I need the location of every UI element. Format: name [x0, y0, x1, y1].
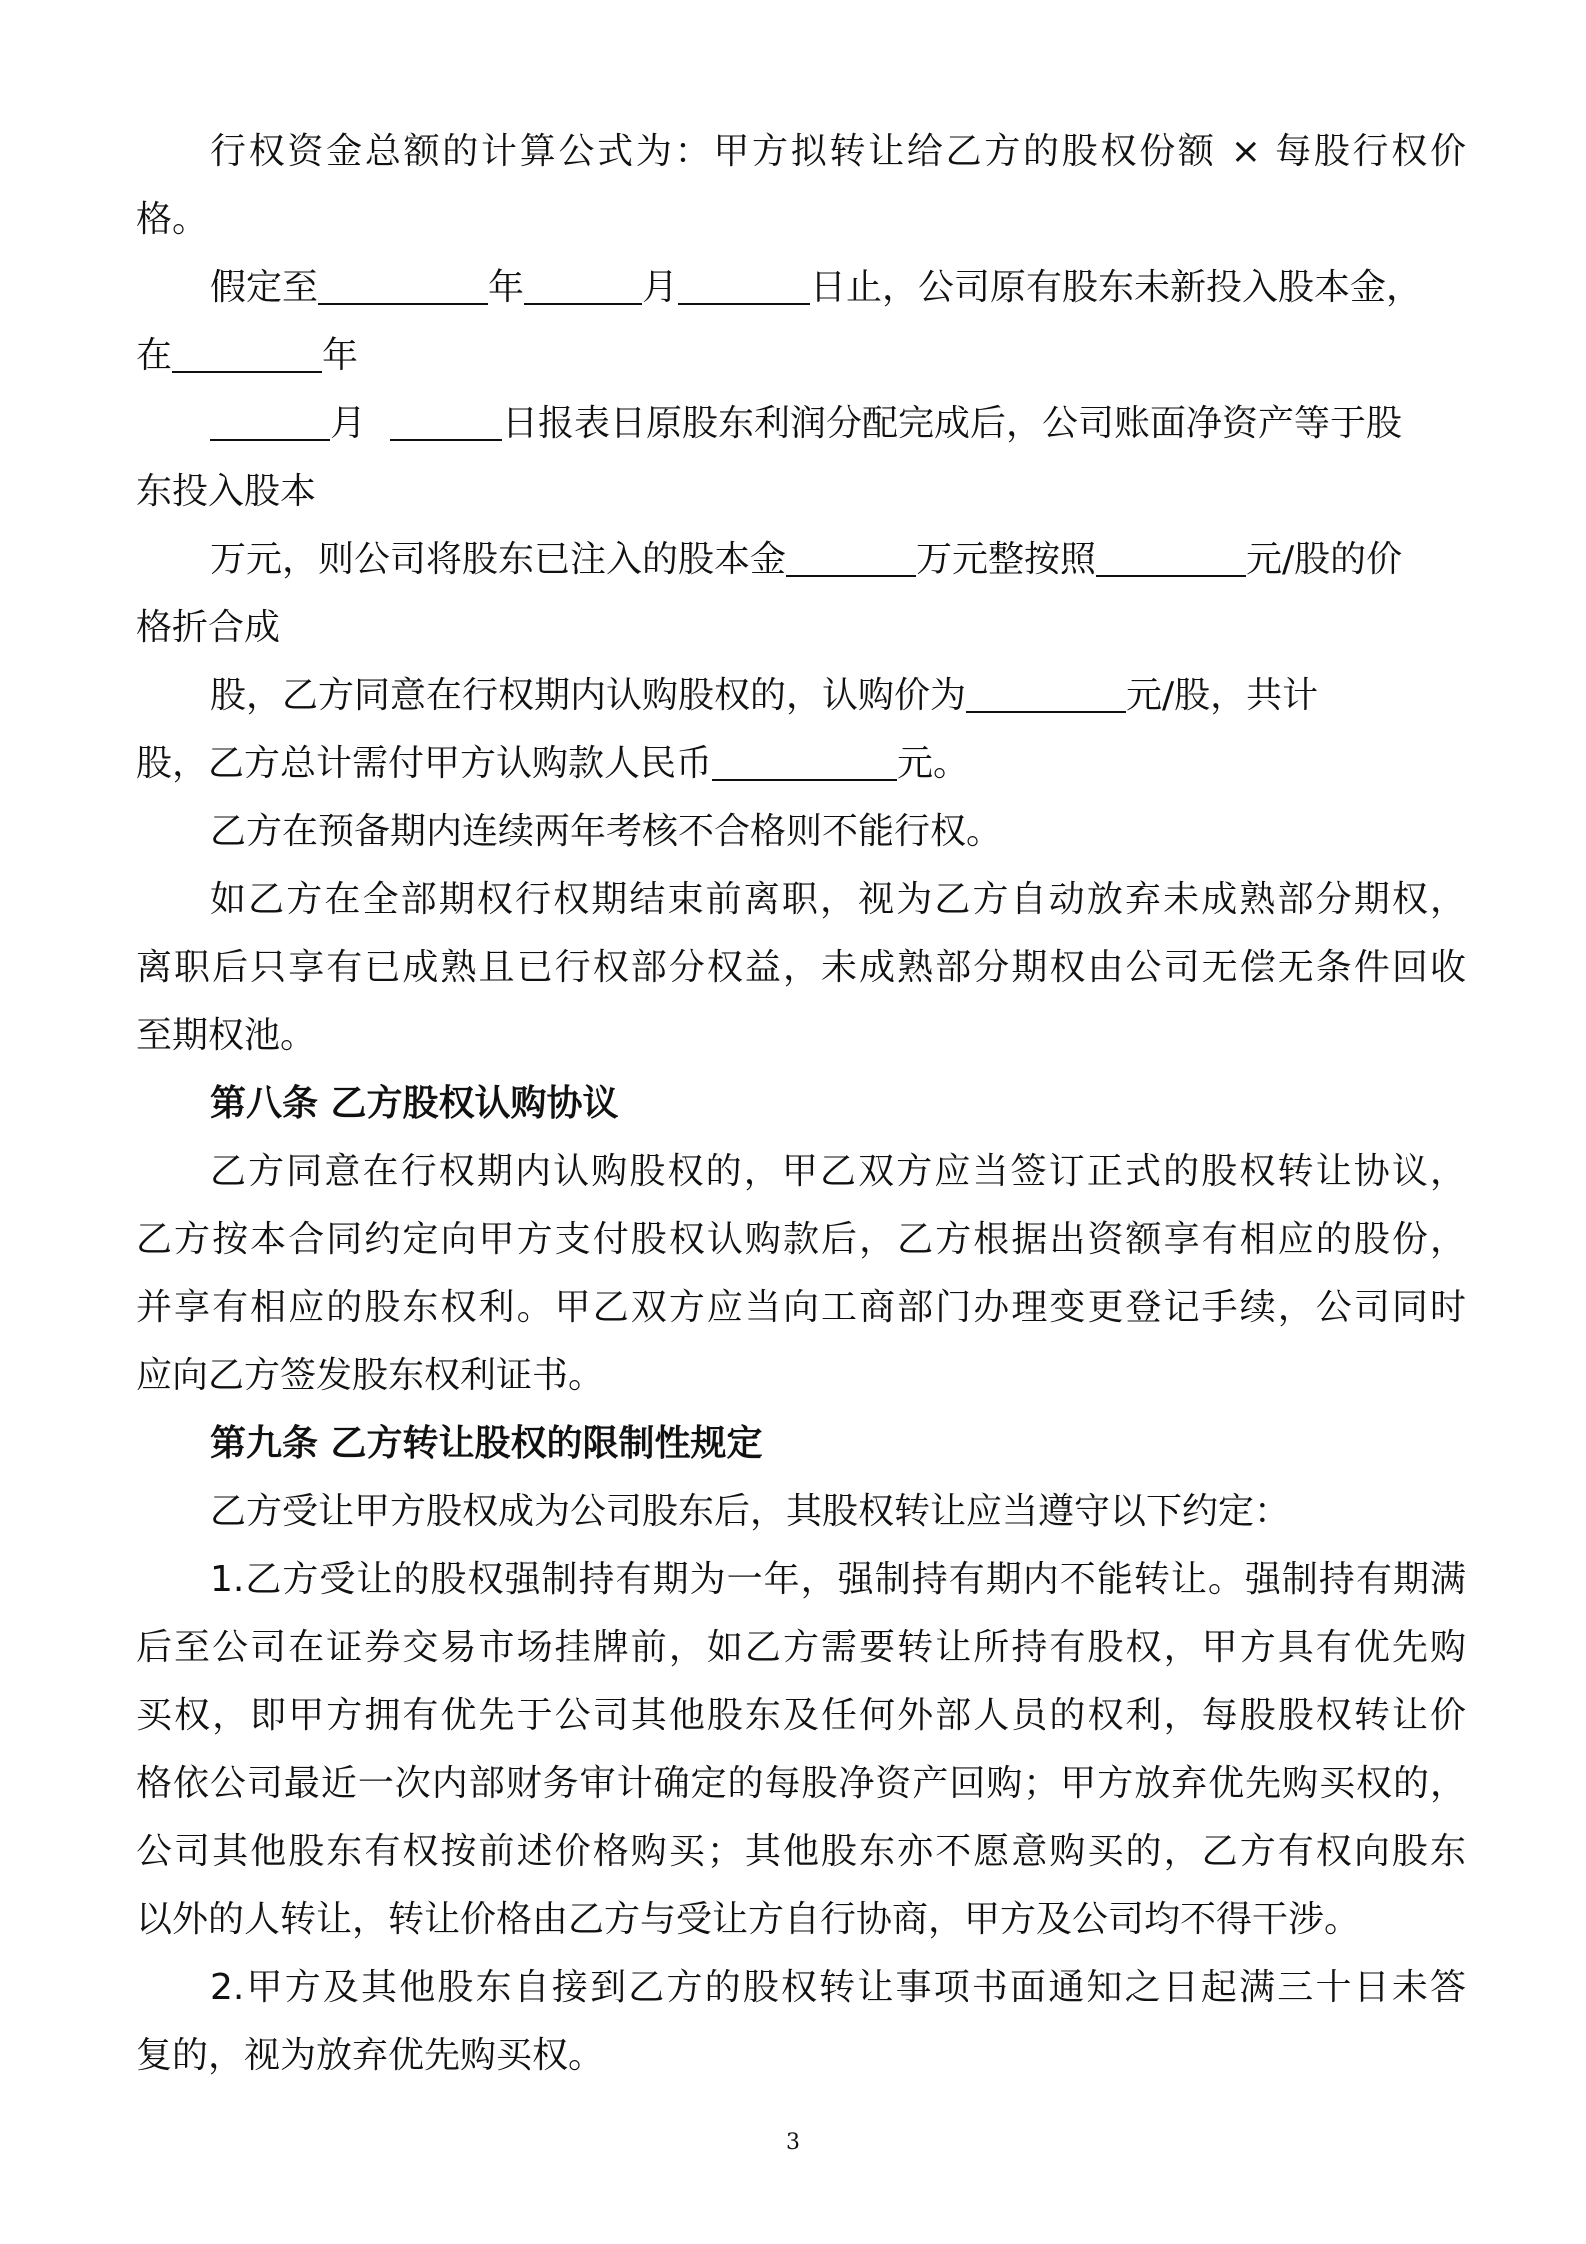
- article-8-line-2: 乙方按本合同约定向甲方支付股权认购款后，乙方根据出资额享有相应的股份，: [136, 1219, 1466, 1260]
- page-number: 3: [786, 2130, 800, 2155]
- blank-amount: [712, 739, 897, 781]
- formula-line-1: 行权资金总额的计算公式为：甲方拟转让给乙方的股权份额 × 每股行权价: [210, 131, 1466, 172]
- clause-2-line-2: 复的，视为放弃优先购买权。: [136, 2035, 605, 2076]
- subscribe-line-2: 股，乙方总计需付甲方认购款人民币 元。: [136, 734, 1466, 794]
- blank-subscribe-price: [966, 671, 1126, 713]
- clause-2-line-1: 2.甲方及其他股东自接到乙方的股权转让事项书面通知之日起满三十日未答: [210, 1967, 1466, 2008]
- blank-price: [1096, 535, 1246, 577]
- article-8-line-4: 应向乙方签发股东权利证书。: [136, 1355, 605, 1396]
- clause-1-line-5: 公司其他股东有权按前述价格购买；其他股东亦不愿意购买的，乙方有权向股东: [136, 1831, 1466, 1872]
- subscribe-line-1: 股，乙方同意在行权期内认购股权的，认购价为 元/股，共计: [210, 666, 1466, 726]
- blank-capital: [786, 535, 916, 577]
- assume-line-2: 在 年: [136, 326, 1466, 386]
- article-8-heading: 第八条 乙方股权认购协议: [210, 1083, 619, 1124]
- blank-month: [524, 263, 642, 305]
- blank-day: [678, 263, 810, 305]
- article-9-intro: 乙方受让甲方股权成为公司股东后，其股权转让应当遵守以下约定：: [210, 1491, 1291, 1532]
- clause-1-line-2: 后至公司在证券交易市场挂牌前，如乙方需要转让所持有股权，甲方具有优先购: [136, 1627, 1466, 1668]
- clause-1-line-6: 以外的人转让，转让价格由乙方与受让方自行协商，甲方及公司均不得干涉。: [136, 1899, 1361, 1940]
- assume-line-1: 假定至 年 月 日止，公司原有股东未新投入股本金，: [210, 258, 1466, 318]
- clause-1-line-4: 格依公司最近一次内部财务审计确定的每股净资产回购；甲方放弃优先购买权的，: [136, 1763, 1466, 1804]
- blank-day-2: [390, 399, 502, 441]
- capital-line-1: 万元，则公司将股东已注入的股本金 万元整按照 元/股的价: [210, 530, 1466, 590]
- formula-line-2: 格。: [136, 199, 209, 240]
- report-line-1: 月 日报表日原股东利润分配完成后，公司账面净资产等于股: [210, 394, 1466, 454]
- blank-month-2: [210, 399, 330, 441]
- blank-year-2: [172, 331, 322, 373]
- blank-year: [318, 263, 488, 305]
- article-9-heading: 第九条 乙方转让股权的限制性规定: [210, 1423, 763, 1464]
- clause-1-line-1: 1.乙方受让的股权强制持有期为一年，强制持有期内不能转让。强制持有期满: [210, 1559, 1466, 1600]
- clause-1-line-3: 买权，即甲方拥有优先于公司其他股东及任何外部人员的权利，每股股权转让价: [136, 1695, 1466, 1736]
- report-line-2: 东投入股本: [136, 471, 317, 512]
- resign-line-3: 至期权池。: [136, 1015, 317, 1056]
- capital-line-2: 格折合成: [136, 607, 281, 648]
- probation-line: 乙方在预备期内连续两年考核不合格则不能行权。: [210, 811, 1003, 852]
- article-8-line-3: 并享有相应的股东权利。甲乙双方应当向工商部门办理变更登记手续，公司同时: [136, 1287, 1466, 1328]
- resign-line-1: 如乙方在全部期权行权期结束前离职，视为乙方自动放弃未成熟部分期权，: [210, 879, 1466, 920]
- article-8-line-1: 乙方同意在行权期内认购股权的，甲乙双方应当签订正式的股权转让协议，: [210, 1151, 1466, 1192]
- resign-line-2: 离职后只享有已成熟且已行权部分权益，未成熟部分期权由公司无偿无条件回收: [136, 947, 1466, 988]
